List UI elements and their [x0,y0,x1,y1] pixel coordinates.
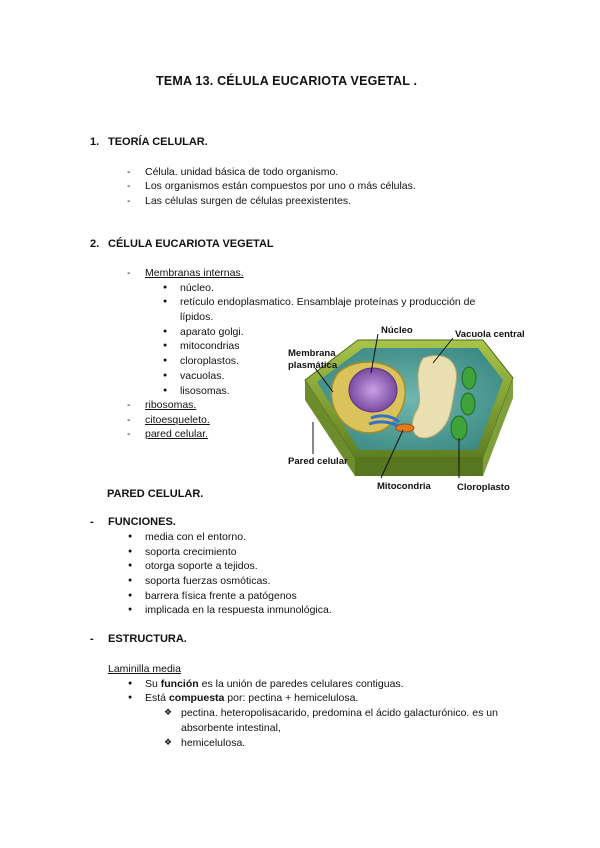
chloroplast-shape [461,393,475,415]
list-item: ● soporta crecimiento [145,546,237,558]
section-2-number: 2. [90,238,100,250]
list-item: ● aparato golgi. [180,326,244,338]
list-item: ● cloroplastos. [180,355,239,367]
list-item: - Célula. unidad básica de todo organismo. [145,166,338,178]
page-title: TEMA 13. CÉLULA EUCARIOTA VEGETAL . [156,74,418,88]
list-item: ● implicada en la respuesta inmunológica. [145,604,332,616]
list-item: - ribosomas. [145,399,196,411]
list-item: ❖ pectina. heteropolisacarido, predomina el ácido galacturónico. es un [181,707,498,719]
list-item: ● mitocondrias [180,340,240,352]
list-item: ● vacuolas. [180,370,224,382]
label-membrana-1: Membrana [288,348,336,359]
cell-wall-bottom [355,458,483,476]
list-item: ● barrera física frente a patógenos [145,590,297,602]
list-item: - citoesqueleto. [145,414,210,426]
list-item: ● núcleo. [180,282,214,294]
section-1-number: 1. [90,136,100,148]
list-item: - pared celular. [145,428,208,440]
label-cloroplasto: Cloroplasto [457,482,510,493]
list-item-continuation: absorbente intestinal, [181,722,281,734]
label-membrana-2: plasmática [288,360,338,371]
list-item: ● otorga soporte a tejidos. [145,560,258,572]
laminilla-label: Laminilla media [108,663,181,675]
list-item: - Los organismos están compuestos por uno o más células. [145,180,416,192]
membranas-label: - Membranas internas. [145,267,244,279]
section-2-heading: CÉLULA EUCARIOTA VEGETAL [108,238,274,250]
list-item: ● retículo endoplasmatico. Ensamblaje proteínas y producción de [180,296,475,308]
estructura-heading: - ESTRUCTURA. [108,633,187,645]
chloroplast-shape [462,367,476,389]
section-1-heading: TEORÍA CELULAR. [108,136,208,148]
list-item: ● media con el entorno. [145,531,246,543]
list-item: ● Está compuesta por: pectina + hemicelulosa. [145,692,358,704]
label-pared: Pared celular [288,456,348,467]
pared-heading: PARED CELULAR. [107,488,204,500]
list-item: ● Su función es la unión de paredes celulares contiguas. [145,678,404,690]
label-vacuola: Vacuola central [455,329,525,340]
mitochondrion-shape [396,424,414,432]
list-item: - Las células surgen de células preexistentes. [145,195,351,207]
chloroplast-shape [451,416,467,440]
list-item-continuation: lípidos. [180,311,214,323]
label-nucleo: Núcleo [381,325,413,336]
nucleus-shape [349,368,397,412]
label-mitocondria: Mitocondria [377,481,431,492]
list-item: ❖ hemicelulosa. [181,737,245,749]
list-item: ● soporta fuerzas osmóticas. [145,575,270,587]
list-item: ● lisosomas. [180,385,230,397]
plant-cell-diagram [283,318,533,498]
funciones-heading: - FUNCIONES. [108,516,176,528]
